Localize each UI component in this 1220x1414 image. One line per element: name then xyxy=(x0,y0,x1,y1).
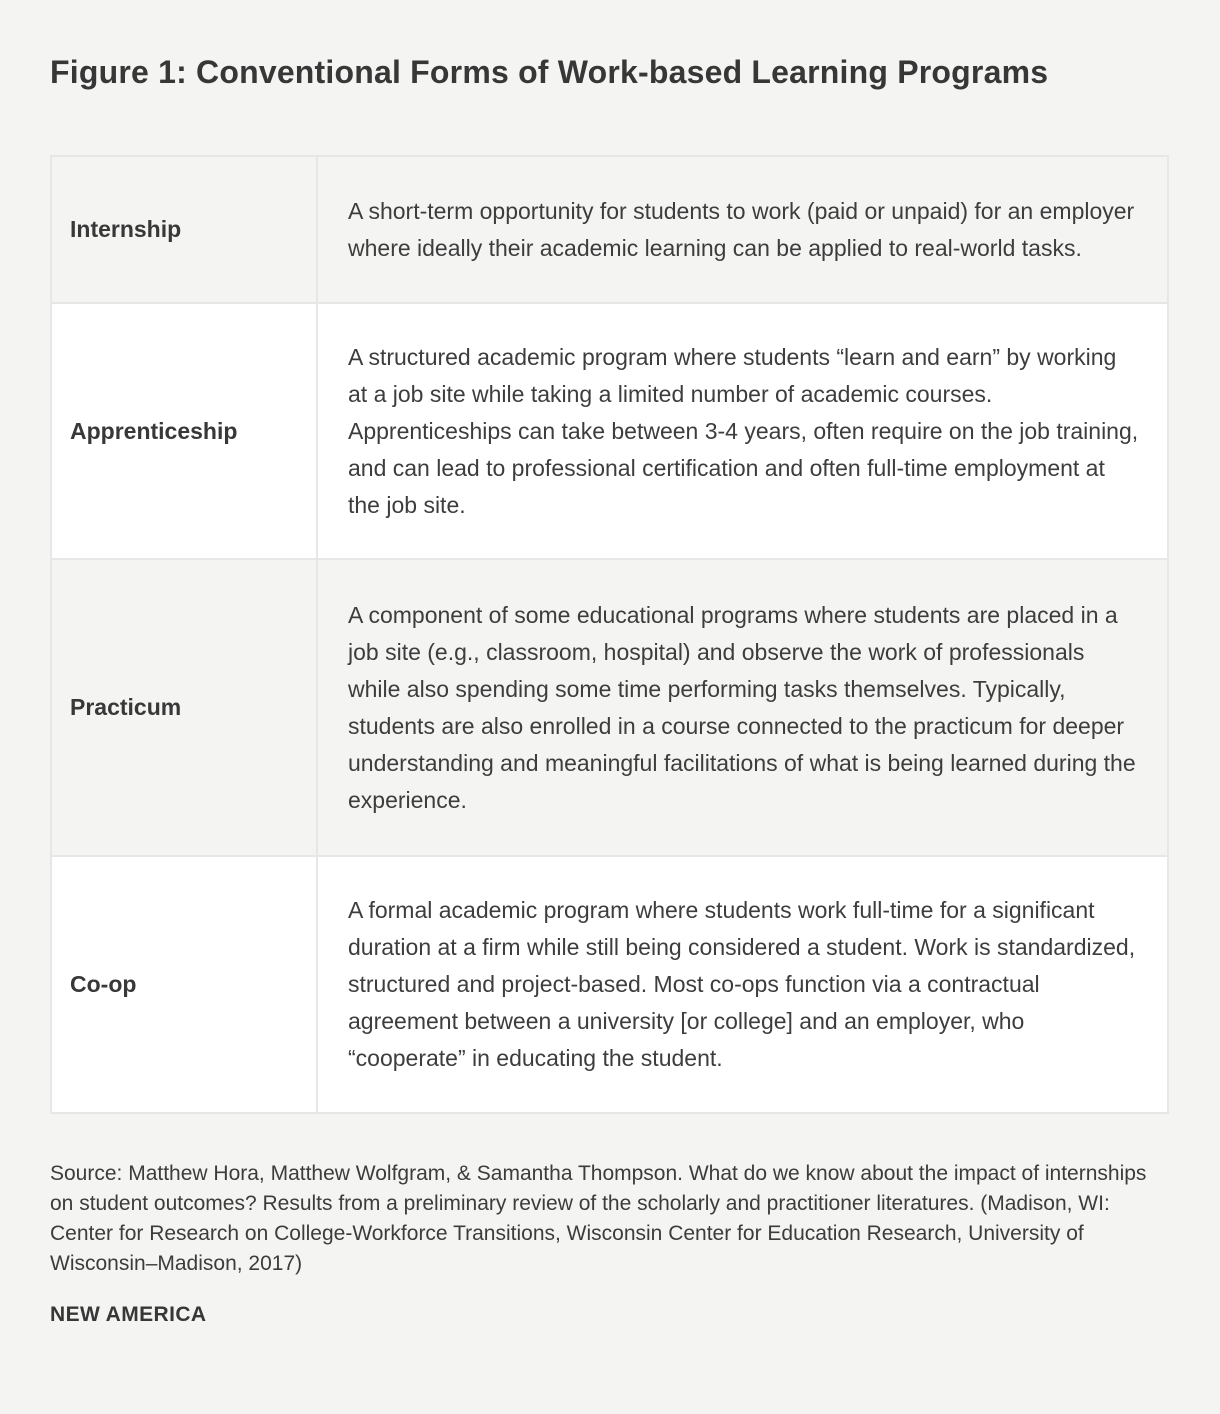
table-row-apprenticeship xyxy=(51,303,1168,559)
term-cell-internship: Internship xyxy=(51,156,317,303)
table-row-coop xyxy=(51,856,1168,1113)
new-america-wordmark: NEW AMERICA xyxy=(50,1303,207,1326)
table-row-practicum xyxy=(51,559,1168,856)
figure-title: Figure 1: Conventional Forms of Work-based Learning Programs xyxy=(50,54,1049,90)
source-citation: Source: Matthew Hora, Matthew Wolfgram, & Samantha Thompson. What do we know about the impact of internships on student outcomes? Results from a preliminary review of the scholarly and practitioner literatures. (Madison, WI: Center for Research on College-Workforce Transitions, Wisconsin Center for Education Research, University of Wisconsin–Madison, 2017) xyxy=(50,1162,1147,1275)
table-row-internship xyxy=(51,156,1168,303)
work-based-learning-table xyxy=(50,155,1169,1114)
term-cell-practicum: Practicum xyxy=(51,559,317,856)
description-cell-coop: A formal academic program where students work full-time for a significant duration at a firm while still being considered a student. Work is standardized, structured and project-based. Most co-ops function via a contractual agreement between a university [or college] and an employer, who “cooperate” in educating the student. xyxy=(317,856,1168,1113)
term-cell-coop: Co-op xyxy=(51,856,317,1113)
description-cell-practicum: A component of some educational programs where students are placed in a job site (e.g., classroom, hospital) and observe the work of professionals while also spending some time performing tasks themselves. Typically, students are also enrolled in a course connected to the practicum for deeper understanding and meaningful facilitations of what is being learned during the experience. xyxy=(317,559,1168,856)
description-cell-internship: A short-term opportunity for students to work (paid or unpaid) for an employer where ideally their academic learning can be applied to real-world tasks. xyxy=(317,156,1168,303)
description-cell-apprenticeship: A structured academic program where students “learn and earn” by working at a job site while taking a limited number of academic courses. Apprenticeships can take between 3-4 years, often require on the job training, and can lead to professional certification and often full-time employment at the job site. xyxy=(317,303,1168,559)
term-cell-apprenticeship: Apprenticeship xyxy=(51,303,317,559)
